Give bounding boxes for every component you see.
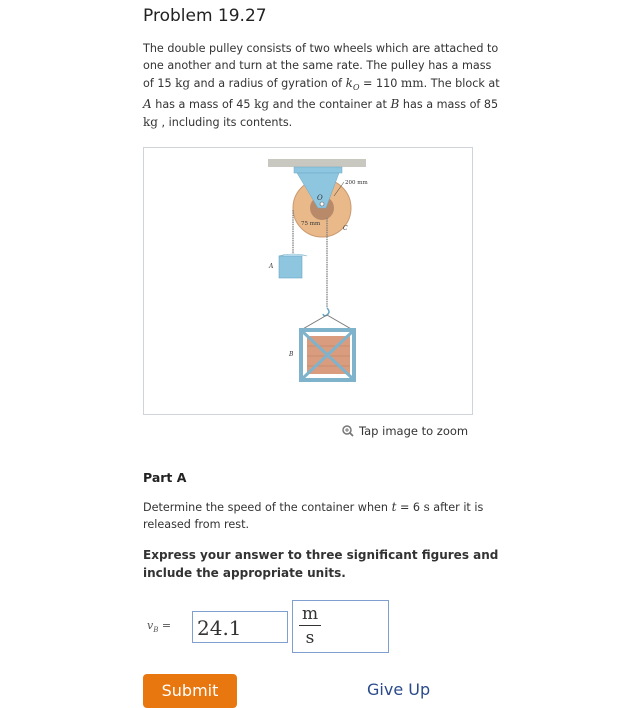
submit-button[interactable]: Submit <box>143 674 237 708</box>
svg-text:B: B <box>289 351 294 358</box>
answer-units-input[interactable] <box>292 600 389 653</box>
svg-text:O: O <box>317 194 323 202</box>
svg-text:200 mm: 200 mm <box>345 180 368 186</box>
svg-text:75 mm: 75 mm <box>301 221 321 227</box>
pulley-diagram <box>144 148 472 414</box>
problem-title: Problem 19.27 <box>143 6 267 26</box>
ceiling <box>268 159 366 167</box>
bracket-plate <box>294 167 342 173</box>
unit-fraction <box>299 603 321 650</box>
svg-text:C: C <box>343 225 348 232</box>
magnifier-plus-icon <box>342 425 354 437</box>
answer-value-input[interactable]: 24.1 <box>192 611 288 643</box>
part-a-heading: Part A <box>143 470 187 485</box>
pulley-figure[interactable] <box>143 147 473 415</box>
answer-instructions: Express your answer to three significant figures and include the appropriate units. <box>143 548 499 580</box>
unit-numerator: m <box>299 603 321 626</box>
block-a <box>279 256 302 278</box>
problem-statement: The double pulley consists of two wheels which are attached to one another and turn at the same rate. The pulley has a mass of 15 kg and a radius of gyration of $k_O = 110$ mm. The block at A has a mass of 45 kg and the container at B has a mass of 85 kg , including its contents. <box>143 42 500 129</box>
part-a-question: Determine the speed of the container when t = 6 s after it is released from rest. <box>143 500 484 532</box>
svg-text:A: A <box>269 263 274 270</box>
give-up-link[interactable]: Give Up <box>367 680 431 699</box>
tap-to-zoom-link[interactable] <box>342 424 468 438</box>
unit-denominator: s <box>305 628 315 648</box>
tap-to-zoom-label: Tap image to zoom <box>359 424 469 438</box>
answer-variable-label: $v_B$ = <box>147 619 172 635</box>
